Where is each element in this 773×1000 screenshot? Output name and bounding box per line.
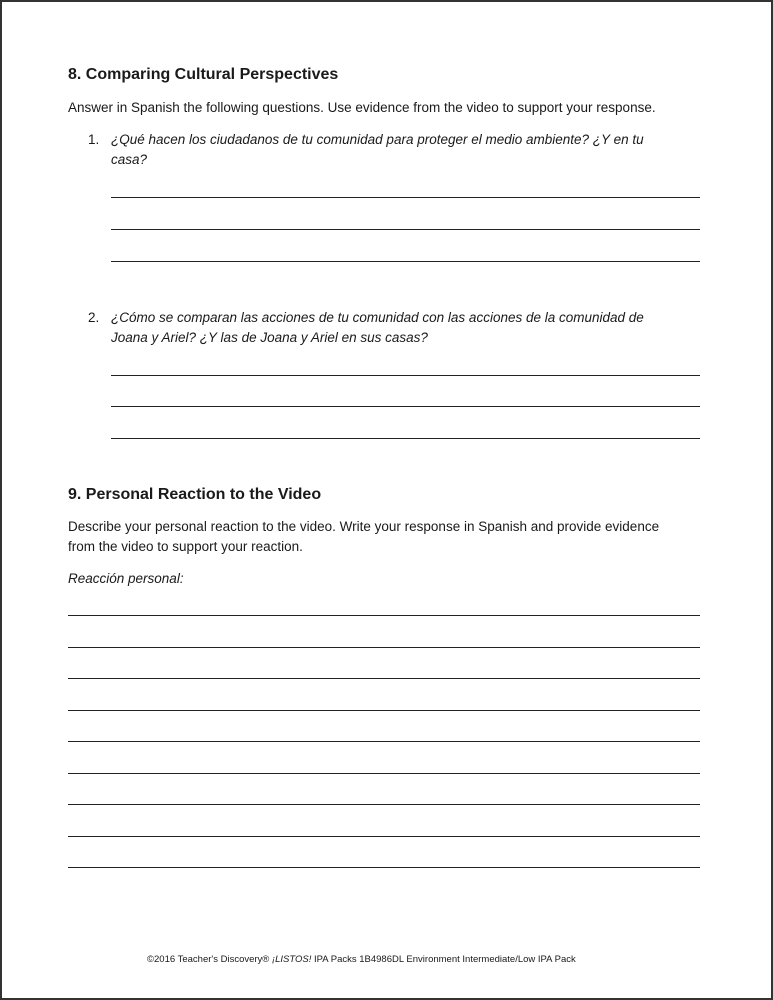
reaction-answer-line[interactable] <box>68 773 700 774</box>
reaction-answer-line[interactable] <box>68 867 700 868</box>
answer-line[interactable] <box>111 406 700 407</box>
reaction-answer-line[interactable] <box>68 615 700 616</box>
question-1-text-cont: casa? <box>111 152 148 167</box>
answer-line[interactable] <box>111 197 700 198</box>
answer-line[interactable] <box>111 375 700 376</box>
reaction-answer-line[interactable] <box>68 804 700 805</box>
section-8-instructions: Answer in Spanish the following questions. Use evidence from the video to support your response. <box>68 100 656 115</box>
question-2-text: ¿Cómo se comparan las acciones de tu comunidad con las acciones de la comunidad de <box>111 310 644 325</box>
reaction-answer-line[interactable] <box>68 710 700 711</box>
reaction-answer-line[interactable] <box>68 647 700 648</box>
question-2-number: 2. <box>88 310 100 325</box>
section-8-heading: 8. Comparing Cultural Perspectives <box>68 66 339 83</box>
question-1-number: 1. <box>88 132 100 147</box>
footer-brand: ¡LISTOS! <box>271 954 312 965</box>
footer <box>147 954 576 965</box>
section-9-instructions: Describe your personal reaction to the video. Write your response in Spanish and provide evidence <box>68 519 660 534</box>
section-9-instructions-cont: from the video to support your reaction. <box>68 539 303 554</box>
reaction-answer-line[interactable] <box>68 741 700 742</box>
answer-line[interactable] <box>111 229 700 230</box>
reaction-answer-line[interactable] <box>68 836 700 837</box>
question-1-text: ¿Qué hacen los ciudadanos de tu comunidad para proteger el medio ambiente? ¿Y en tu <box>111 132 644 147</box>
reaction-label: Reacción personal: <box>68 571 184 586</box>
footer-copyright: ©2016 Teacher's Discovery® <box>147 954 270 965</box>
footer-pack-info: IPA Packs 1B4986DL Environment Intermediate/Low IPA Pack <box>311 954 576 965</box>
answer-line[interactable] <box>111 438 700 439</box>
question-2-text-cont: Joana y Ariel? ¿Y las de Joana y Ariel en sus casas? <box>111 330 428 345</box>
answer-line[interactable] <box>111 261 700 262</box>
reaction-answer-line[interactable] <box>68 678 700 679</box>
section-9-heading: 9. Personal Reaction to the Video <box>68 486 322 503</box>
